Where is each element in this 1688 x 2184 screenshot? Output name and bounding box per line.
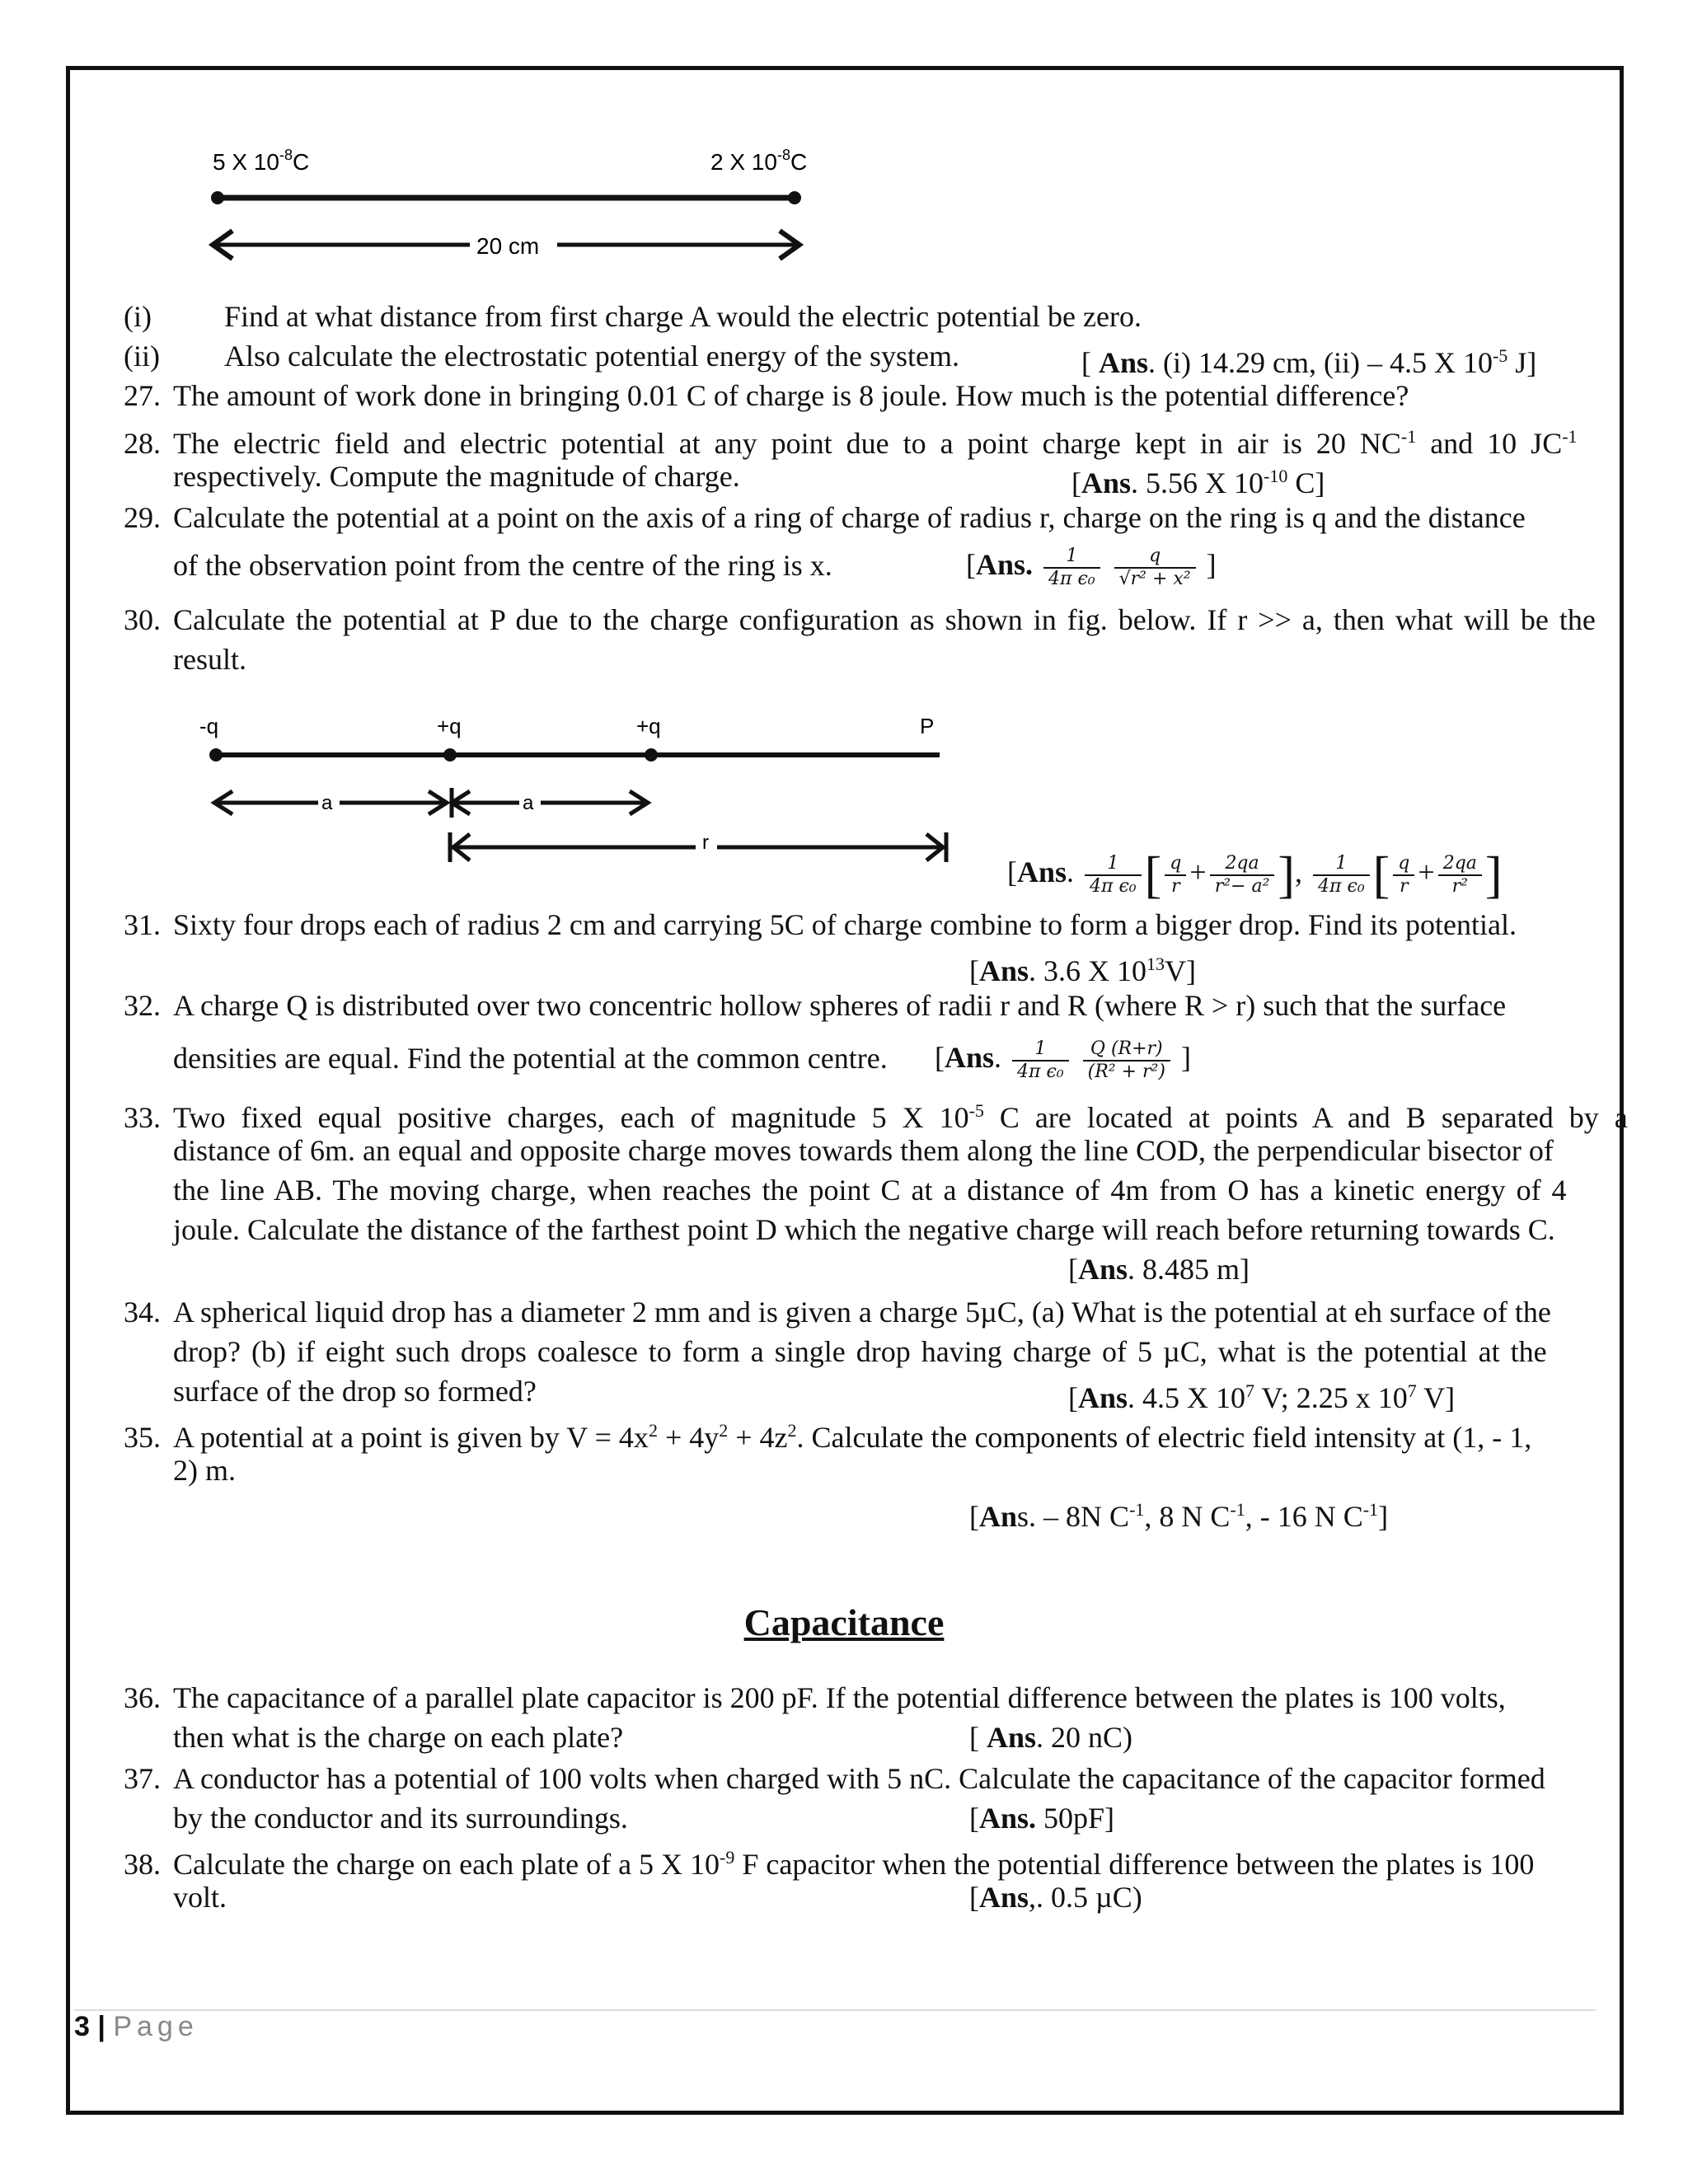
q36-answer: [ Ans. 20 nC) <box>969 1721 1133 1754</box>
q26-part-i: (i) Find at what distance from first charge A would the electric potential be zero. <box>124 300 1142 333</box>
q38-line1: 38. Calculate the charge on each plate of a 5 X $10^{-9}$ F capacitor when the potential difference between the plates is 100 <box>124 1847 1535 1881</box>
q32-answer: [Ans. $\frac{1}{\text{4π ϵ₀}}$ $\frac{Q (R+r)}{\text{(R² + r²)}}$ ] <box>935 1038 1191 1082</box>
q27: 27. The amount of work done in bringing 0.01 C of charge is 8 joule. How much is the potential difference? <box>124 379 1409 412</box>
q38-answer: [Ans,. 0.5 µC) <box>969 1881 1142 1914</box>
q37-line2: by the conductor and its surroundings. <box>173 1802 628 1835</box>
footer-rule <box>74 2009 1596 2011</box>
charge-a-dot <box>211 191 224 204</box>
q37-answer: [Ans. 50pF] <box>969 1802 1115 1835</box>
q29-line1: 29. Calculate the potential at a point on the axis of a ring of charge of radius r, charge on the ring is q and the distance <box>124 501 1526 534</box>
q31-line1: 31. Sixty four drops each of radius 2 cm and carrying 5C of charge combine to form a bigger drop. Find its potential. <box>124 908 1517 941</box>
figure-charge-configuration <box>198 709 964 874</box>
q32-line2: densities are equal. Find the potential at the common centre. <box>173 1042 888 1075</box>
q33-line4: joule. Calculate the distance of the farthest point D which the negative charge will reach before returning towards C. <box>173 1213 1555 1246</box>
q33-line1: 33. Two fixed equal positive charges, each of magnitude 5 X $10^{-5}$ C are located at points A and B separated by a <box>124 1100 1628 1134</box>
section-heading-capacitance: Capacitance <box>743 1601 945 1643</box>
q28-answer: [Ans. 5.56 X $10^{-10}$ C] <box>1071 466 1325 499</box>
q29-answer: [Ans. $\frac{1}{\text{4π ϵ₀}}$ $\frac{q}{\text{√r² + x²}}$ ] <box>966 545 1217 589</box>
q34-line1: 34. A spherical liquid drop has a diameter 2 mm and is given a charge 5µC, (a) What is the potential at eh surface of the <box>124 1296 1551 1329</box>
q33-line3: the line AB. The moving charge, when reaches the point C at a distance of 4m from O has a kinetic energy of 4 <box>173 1174 1567 1207</box>
point-p: P <box>920 714 935 738</box>
page-number: 3 <box>74 2011 90 2042</box>
charge-minus-q: -q <box>199 714 219 738</box>
q29-line2: of the observation point from the centre of the ring is x. <box>173 549 832 582</box>
q33-line2: distance of 6m. an equal and opposite charge moves towards them along the line COD, the perpendicular bisector of <box>173 1134 1554 1167</box>
q28-line1: 28. The electric field and electric potential at any point due to a point charge kept in air is 20 $NC^{-1}$ and 10 $JC^{-1}$ <box>124 426 1578 460</box>
q28-line2: respectively. Compute the magnitude of charge. <box>173 460 740 493</box>
charge-b-dot <box>788 191 801 204</box>
distance-r: r <box>702 832 709 854</box>
q35-answer: [Ans. – 8N $C^{-1}$, 8 N $C^{-1}$, - 16 N $C^{-1}$] <box>969 1499 1389 1533</box>
figure-two-charges <box>198 140 841 272</box>
q38-line2: volt. <box>173 1881 227 1914</box>
distance-label: 20 cm <box>476 233 540 259</box>
q35-line1: 35. A potential at a point is given by $V = 4x^2 + 4y^2 + 4z^2$. Calculate the components of electric field intensity at (1, - 1, <box>124 1420 1532 1454</box>
charge-b-label: 2 X $10^{-8}C$ <box>710 147 808 175</box>
q34-answer: [Ans. 4.5 X $10^7$ V; 2.25 x $10^7$ V] <box>1068 1380 1456 1414</box>
distance-a-2: a <box>523 792 534 814</box>
q36-line1: 36. The capacitance of a parallel plate capacitor is 200 pF. If the potential difference between the plates is 100 volts, <box>124 1681 1506 1714</box>
distance-a-1: a <box>321 792 333 814</box>
q34-line2: drop? (b) if eight such drops coalesce to form a single drop having charge of 5 µC, what is the potential at the <box>173 1335 1547 1368</box>
q33-answer: [Ans. 8.485 m] <box>1068 1253 1250 1286</box>
q36-line2: then what is the charge on each plate? <box>173 1721 624 1754</box>
charge-plus-q-2: +q <box>636 714 661 738</box>
q26-answer: [ Ans. (i) 14.29 cm, (ii) – 4.5 X $10^{-5}$ J] <box>1081 345 1537 379</box>
q30-line2: result. <box>173 643 246 676</box>
q31-answer: [Ans. 3.6 X $10^{13}V$] <box>969 954 1197 987</box>
page-footer: 3 | Page <box>74 2011 199 2042</box>
q30-answer: [Ans. $\frac{1}{\text{4π ϵ₀}}$ [ $\frac{q}{r}$ + $\frac{2qa}{\text{r²− a²}}$ ], $\frac{1}{\text{4π ϵ₀}}$ [ $\frac{q}{r}$ + $\frac{2qa}{\text{r²}}$ ] <box>1007 846 1503 903</box>
charge-plus-q-1: +q <box>437 714 462 738</box>
charge-a-label: 5 X $10^{-8}C$ <box>213 147 310 175</box>
q34-line3: surface of the drop so formed? <box>173 1375 537 1408</box>
page-label: Page <box>113 2011 199 2042</box>
q26-part-ii: (ii) Also calculate the electrostatic potential energy of the system. <box>124 340 960 373</box>
q37-line1: 37. A conductor has a potential of 100 volts when charged with 5 nC. Calculate the capacitance of the capacitor formed <box>124 1762 1545 1795</box>
q32-line1: 32. A charge Q is distributed over two concentric hollow spheres of radii r and R (where R > r) such that the surface <box>124 989 1507 1022</box>
q35-line2: 2) m. <box>173 1454 236 1487</box>
q30-line1: 30. Calculate the potential at P due to the charge configuration as shown in fig. below. If r >> a, then what will be the <box>124 603 1596 636</box>
